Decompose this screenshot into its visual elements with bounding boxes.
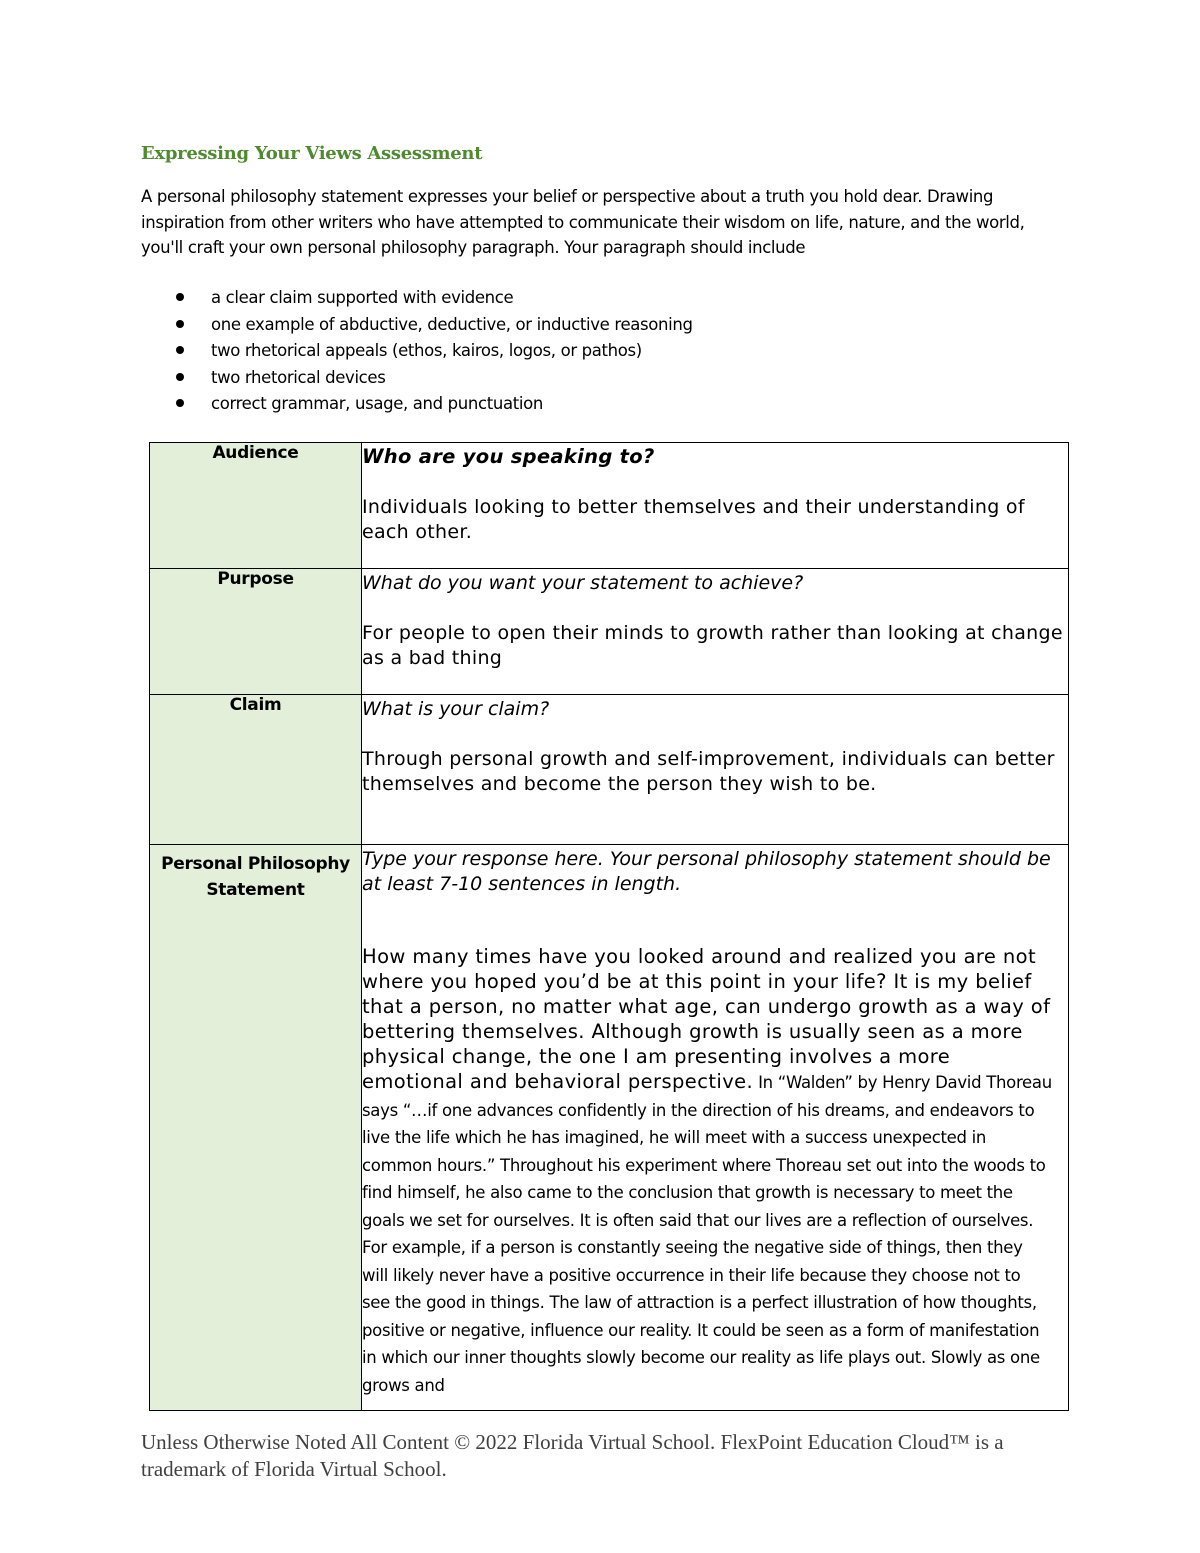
- list-item: one example of abductive, deductive, or inductive reasoning: [141, 312, 1041, 339]
- statement-answer[interactable]: [362, 944, 1052, 1399]
- intro-paragraph: A personal philosophy statement expresses your belief or perspective about a truth you hold dear. Drawing inspiration from other writers who have attempted to communicate their wisdom on life, nature, and the world, you'll craft your own personal philosophy paragraph. Your paragraph should include: [141, 187, 1025, 257]
- list-item: two rhetorical appeals (ethos, kairos, logos, or pathos): [141, 338, 1041, 365]
- bullet-icon: [176, 346, 184, 354]
- claim-question: What is your claim?: [362, 698, 550, 720]
- requirements-list: [141, 285, 1041, 418]
- audience-question: Who are you speaking to?: [362, 445, 655, 468]
- purpose-question: What do you want your statement to achieve?: [362, 572, 804, 594]
- bullet-icon: [176, 373, 184, 381]
- bullet-icon: [176, 293, 184, 301]
- audience-cell[interactable]: [362, 443, 1069, 569]
- copyright-footer: Unless Otherwise Noted All Content © 2022 Florida Virtual School. FlexPoint Education Cloud™ is a trademark of Florida Virtual School.: [141, 1430, 1004, 1481]
- claim-answer[interactable]: Through personal growth and self-improvement, individuals can better themselves and become the person they wish to be.: [362, 747, 1055, 795]
- bullet-icon: [176, 320, 184, 328]
- table-row-statement: [150, 845, 1069, 1411]
- table-row-purpose: [150, 569, 1069, 695]
- list-item: correct grammar, usage, and punctuation: [141, 391, 1041, 418]
- assessment-table: [149, 442, 1069, 1411]
- statement-question: Type your response here. Your personal philosophy statement should be at least 7-10 sentences in length.: [362, 848, 1051, 895]
- purpose-answer[interactable]: For people to open their minds to growth rather than looking at change as a bad thing: [362, 621, 1063, 669]
- table-row-audience: [150, 443, 1069, 569]
- claim-label: Claim: [150, 695, 362, 845]
- list-item: a clear claim supported with evidence: [141, 285, 1041, 312]
- audience-label: Audience: [150, 443, 362, 569]
- page-title: Expressing Your Views Assessment: [141, 143, 483, 164]
- list-item: two rhetorical devices: [141, 365, 1041, 392]
- purpose-label: Purpose: [150, 569, 362, 695]
- statement-answer-part1: How many times have you looked around and realized you are not where you hoped you’d be at this point in your life? It is my belief that a person, no matter what age, can undergo growth as a way of bettering themselves. Although growth is usually seen as a more physical change, the one I am presenting involves a more emotional and behavioral perspective.: [362, 945, 1051, 1093]
- bullet-icon: [176, 399, 184, 407]
- table-row-claim: [150, 695, 1069, 845]
- statement-answer-part2: In “Walden” by Henry David Thoreau says “…if one advances confidently in the direction of his dreams, and endeavors to live the life which he has imagined, he will meet with a success unexpected in common hours.” Throughout his experiment where Thoreau set out into the woods to find himself, he also came to the conclusion that growth is necessary to meet the goals we set for ourselves. It is often said that our lives are a reflection of ourselves. For example, if a person is constantly seeing the negative side of things, then they will likely never have a positive occurrence in their life because they choose not to see the good in things. The law of attraction is a perfect illustration of how thoughts, positive or negative, influence our reality. It could be seen as a form of manifestation in which our inner thoughts slowly become our reality as life plays out. Slowly as one grows and: [362, 1073, 1052, 1395]
- purpose-cell[interactable]: [362, 569, 1069, 695]
- claim-cell[interactable]: [362, 695, 1069, 845]
- statement-cell[interactable]: [362, 845, 1069, 1411]
- audience-answer[interactable]: Individuals looking to better themselves and their understanding of each other.: [362, 495, 1025, 543]
- statement-label: Personal Philosophy Statement: [150, 845, 362, 1411]
